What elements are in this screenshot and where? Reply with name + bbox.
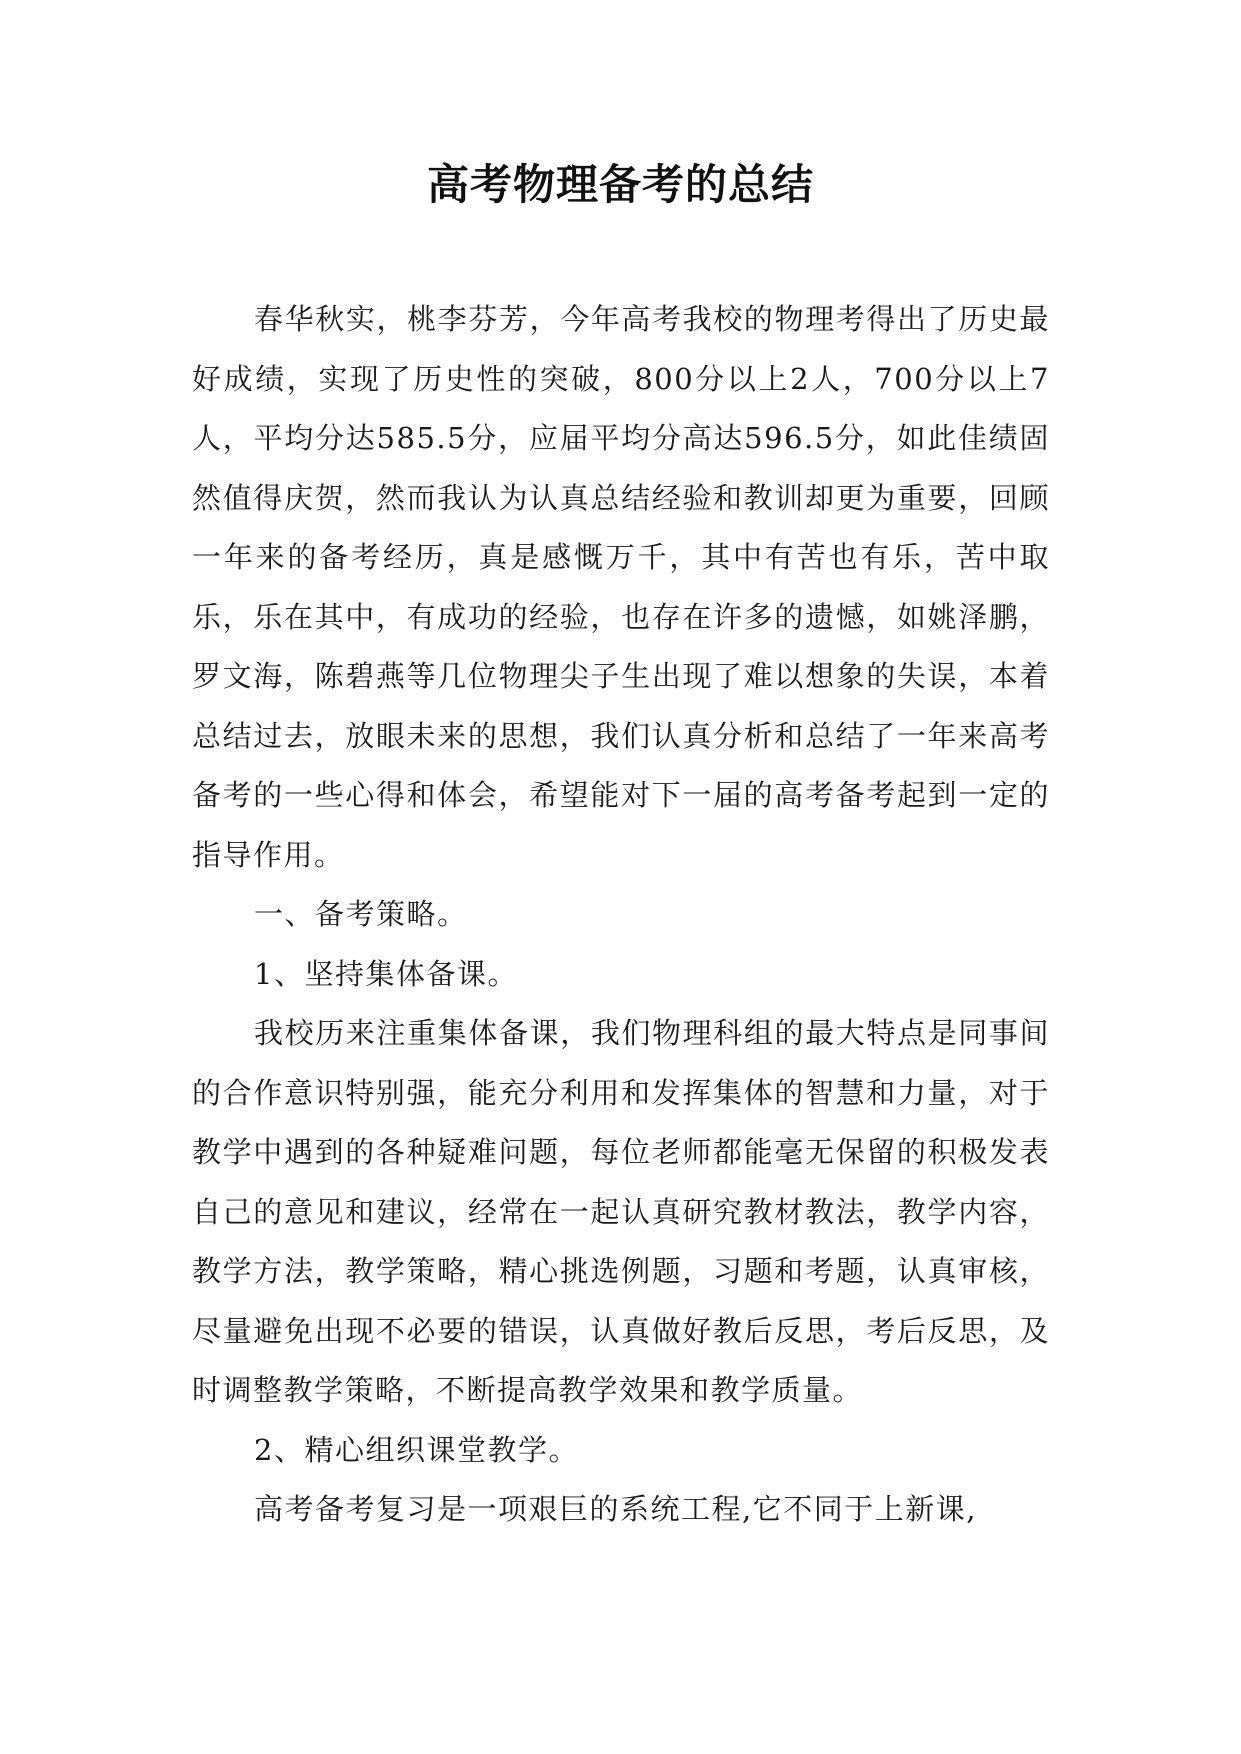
collective-preparation-paragraph: 我校历来注重集体备课，我们物理科组的最大特点是同事间的合作意识特别强，能充分利用和发挥集体的智慧和力量，对于教学中遇到的各种疑难问题，每位老师都能毫无保留的积极发表自己的意见和建议，经常在一起认真研究教材教法，教学内容，教学方法，教学策略，精心挑选例题，习题和考题，认真审核，尽量避免出现不必要的错误，认真做好教后反思，考后反思，及时调整教学策略，不断提高教学效果和教学质量。: [192, 1016, 1050, 1407]
classroom-teaching-paragraph: 高考备考复习是一项艰巨的系统工程,它不同于上新课,: [254, 1492, 977, 1526]
subheading-classroom-teaching: 2、精心组织课堂教学。: [254, 1432, 579, 1467]
section-heading-strategy: 一、备考策略。: [254, 897, 468, 931]
document-body: [192, 290, 1050, 1540]
document-title: 高考物理备考的总结: [426, 160, 814, 209]
intro-paragraph: 春华秋实，桃李芬芳，今年高考我校的物理考得出了历史最好成绩，实现了历史性的突破，800分以上2人，700分以上7人，平均分达585.5分，应届平均分高达596.5分，如此佳绩固然值得庆贺，然而我认为认真总结经验和教训却更为重要，回顾一年来的备考经历，真是感慨万千，其中有苦也有乐，苦中取乐，乐在其中，有成功的经验，也存在许多的遗憾，如姚泽鹏，罗文海，陈碧燕等几位物理尖子生出现了难以想象的失误，本着总结过去，放眼未来的思想，我们认真分析和总结了一年来高考备考的一些心得和体会，希望能对下一届的高考备考起到一定的指导作用。: [192, 302, 1050, 872]
subheading-collective-preparation: 1、坚持集体备课。: [254, 956, 518, 991]
